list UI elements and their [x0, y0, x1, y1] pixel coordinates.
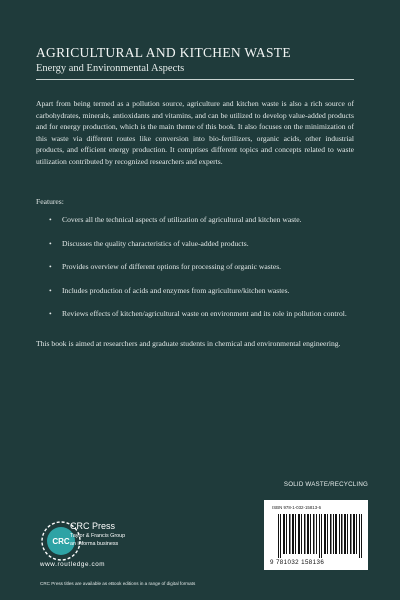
feature-text: Reviews effects of kitchen/agricultural waste on environment and its role in pollution control. [62, 309, 347, 319]
book-subtitle: Energy and Environmental Aspects [36, 63, 185, 74]
subject-category: SOLID WASTE/RECYCLING [283, 481, 368, 488]
title-divider [36, 79, 354, 80]
features-label: Features: [36, 197, 64, 206]
audience-statement: This book is aimed at researchers and graduate students in chemical and environmental engineering. [36, 339, 341, 348]
publisher-group: Taylor & Francis Group [70, 533, 126, 539]
feature-text: Includes production of acids and enzymes from agriculture/kitchen wastes. [62, 285, 290, 295]
isbn-label: ISBN 978-1-032-15813-6 [272, 505, 322, 510]
bullet-icon: • [49, 238, 52, 248]
features-list [36, 214, 354, 332]
publisher-business: an informa business [70, 541, 119, 547]
feature-text: Discusses the quality characteristics of value-added products. [62, 238, 249, 248]
publisher-website: www.routledge.com [40, 561, 106, 568]
barcode-bars [278, 514, 362, 558]
bullet-icon: • [49, 215, 52, 224]
feature-item [36, 308, 354, 320]
publisher-name: CRC Press [70, 521, 116, 531]
feature-item [36, 238, 354, 250]
logo-text: CRC [52, 537, 70, 546]
barcode [264, 500, 368, 570]
bullet-icon: • [49, 262, 52, 272]
feature-item [36, 214, 354, 226]
book-description: Apart from being termed as a pollution source, agriculture and kitchen waste is also a rich source of carbohydrates, minerals, antioxidants and vitamins, and can be utilized to develop value-added products and for energy production, which is the main theme of this book. It also focuses on the minimization of this waste via different routes like conversion into bio-fertilizers, organic acids, other industrial products, and efficient energy production. It comprises different topics and concepts related to waste utilization contributed by recognized researchers and experts. [36, 99, 354, 166]
feature-text: Covers all the technical aspects of utilization of agricultural and kitchen waste. [62, 215, 302, 224]
barcode-digits: 9 781032 158136 [270, 559, 325, 566]
feature-item [36, 285, 354, 297]
feature-text: Provides overview of different options for processing of organic wastes. [62, 262, 282, 272]
feature-item [36, 261, 354, 273]
ebook-availability-note: CRC Press titles are available as eBook editions in a range of digital formats [40, 581, 196, 586]
book-title: AGRICULTURAL AND KITCHEN WASTE [36, 45, 291, 60]
bullet-icon: • [49, 285, 52, 295]
bullet-icon: • [49, 309, 52, 319]
